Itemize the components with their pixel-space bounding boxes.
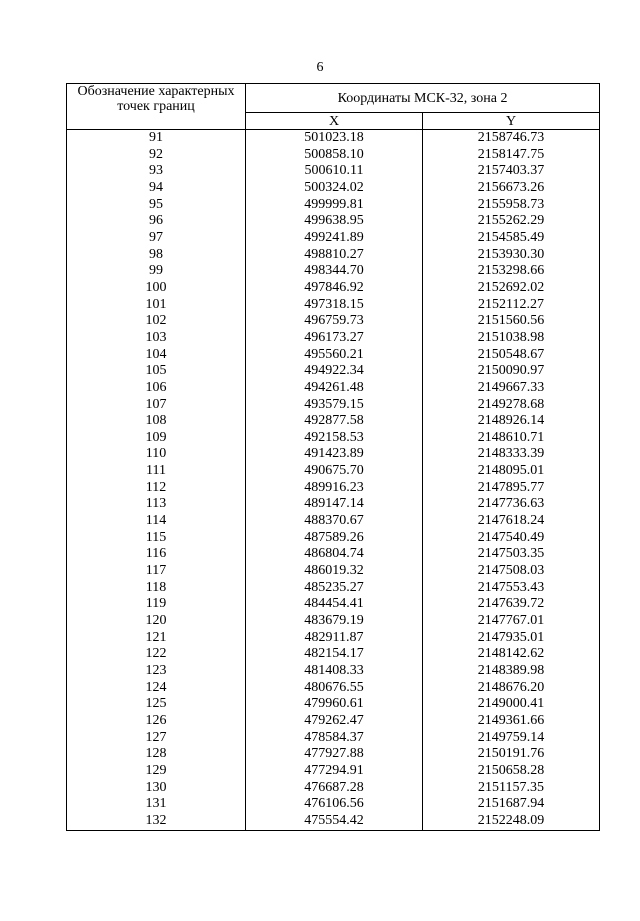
y-coordinate-cell: 2149361.66: [423, 713, 600, 730]
point-number-cell: 93: [67, 163, 246, 180]
x-coordinate-cell: 483679.19: [246, 613, 423, 630]
y-coordinate-cell: 2147767.01: [423, 613, 600, 630]
point-number-cell: 129: [67, 763, 246, 780]
x-coordinate-cell: 477927.88: [246, 746, 423, 763]
y-coordinate-cell: 2149759.14: [423, 730, 600, 747]
point-number-cell: 106: [67, 380, 246, 397]
table-row: [67, 746, 600, 763]
point-number-cell: 105: [67, 363, 246, 380]
table-row: [67, 480, 600, 497]
table-row: [67, 280, 600, 297]
y-coordinate-cell: 2153930.30: [423, 247, 600, 264]
x-coordinate-cell: 486804.74: [246, 546, 423, 563]
x-coordinate-cell: 492877.58: [246, 413, 423, 430]
x-coordinate-cell: 494922.34: [246, 363, 423, 380]
y-coordinate-cell: 2147935.01: [423, 630, 600, 647]
x-coordinate-cell: 496173.27: [246, 330, 423, 347]
y-coordinate-cell: 2149278.68: [423, 397, 600, 414]
table-row: [67, 330, 600, 347]
point-number-cell: 122: [67, 646, 246, 663]
table-row: [67, 180, 600, 197]
point-number-cell: 123: [67, 663, 246, 680]
table-row: [67, 546, 600, 563]
x-coordinate-cell: 495560.21: [246, 347, 423, 364]
table-row: [67, 446, 600, 463]
x-coordinate-cell: 496759.73: [246, 313, 423, 330]
x-coordinate-cell: 497846.92: [246, 280, 423, 297]
point-number-cell: 96: [67, 213, 246, 230]
table-row: [67, 563, 600, 580]
table-row: [67, 347, 600, 364]
table-row: [67, 730, 600, 747]
y-coordinate-cell: 2151560.56: [423, 313, 600, 330]
point-number-cell: 117: [67, 563, 246, 580]
x-coordinate-cell: 498344.70: [246, 263, 423, 280]
table-row: [67, 496, 600, 513]
x-coordinate-cell: 479262.47: [246, 713, 423, 730]
y-coordinate-cell: 2154585.49: [423, 230, 600, 247]
y-coordinate-cell: 2158746.73: [423, 130, 600, 147]
x-coordinate-cell: 493579.15: [246, 397, 423, 414]
table-row: [67, 696, 600, 713]
table-row: [67, 213, 600, 230]
table-row: [67, 463, 600, 480]
y-coordinate-cell: 2157403.37: [423, 163, 600, 180]
x-coordinate-cell: 500858.10: [246, 147, 423, 164]
y-coordinate-cell: 2151157.35: [423, 780, 600, 797]
point-number-cell: 131: [67, 796, 246, 813]
x-coordinate-cell: 501023.18: [246, 130, 423, 147]
x-coordinate-cell: 475554.42: [246, 813, 423, 830]
table-row: [67, 630, 600, 647]
table-row: [67, 247, 600, 264]
y-coordinate-cell: 2147895.77: [423, 480, 600, 497]
table-row: [67, 313, 600, 330]
point-number-cell: 110: [67, 446, 246, 463]
y-coordinate-cell: 2151687.94: [423, 796, 600, 813]
y-coordinate-cell: 2148333.39: [423, 446, 600, 463]
point-number-cell: 102: [67, 313, 246, 330]
x-coordinate-cell: 491423.89: [246, 446, 423, 463]
x-coordinate-cell: 489916.23: [246, 480, 423, 497]
y-coordinate-cell: 2147618.24: [423, 513, 600, 530]
point-number-cell: 124: [67, 680, 246, 697]
y-coordinate-cell: 2148610.71: [423, 430, 600, 447]
point-number-cell: 126: [67, 713, 246, 730]
x-coordinate-cell: 490675.70: [246, 463, 423, 480]
y-coordinate-cell: 2148142.62: [423, 646, 600, 663]
x-coordinate-cell: 476106.56: [246, 796, 423, 813]
y-coordinate-cell: 2152112.27: [423, 297, 600, 314]
x-coordinate-cell: 499241.89: [246, 230, 423, 247]
point-number-cell: 104: [67, 347, 246, 364]
table-row: [67, 680, 600, 697]
table-row: [67, 596, 600, 613]
table-row: [67, 380, 600, 397]
x-coordinate-cell: 500610.11: [246, 163, 423, 180]
point-number-cell: 94: [67, 180, 246, 197]
x-coordinate-cell: 479960.61: [246, 696, 423, 713]
point-number-cell: 100: [67, 280, 246, 297]
y-coordinate-cell: 2150090.97: [423, 363, 600, 380]
point-number-cell: 121: [67, 630, 246, 647]
x-coordinate-cell: 481408.33: [246, 663, 423, 680]
y-coordinate-cell: 2152248.09: [423, 813, 600, 830]
y-coordinate-cell: 2148095.01: [423, 463, 600, 480]
x-coordinate-cell: 485235.27: [246, 580, 423, 597]
x-coordinate-cell: 480676.55: [246, 680, 423, 697]
y-coordinate-cell: 2153298.66: [423, 263, 600, 280]
y-coordinate-cell: 2147508.03: [423, 563, 600, 580]
table-row: [67, 813, 600, 830]
y-coordinate-cell: 2147736.63: [423, 496, 600, 513]
table-row: [67, 513, 600, 530]
table-header: [67, 84, 600, 130]
point-number-cell: 91: [67, 130, 246, 147]
table-row: [67, 197, 600, 214]
point-number-cell: 108: [67, 413, 246, 430]
point-number-cell: 119: [67, 596, 246, 613]
x-coordinate-cell: 484454.41: [246, 596, 423, 613]
point-number-cell: 114: [67, 513, 246, 530]
y-coordinate-cell: 2155262.29: [423, 213, 600, 230]
table-row: [67, 397, 600, 414]
table-row: [67, 147, 600, 164]
y-coordinate-cell: 2148926.14: [423, 413, 600, 430]
x-column-header: X: [246, 113, 423, 130]
y-coordinate-cell: 2158147.75: [423, 147, 600, 164]
point-number-cell: 116: [67, 546, 246, 563]
table-row: [67, 363, 600, 380]
point-number-cell: 111: [67, 463, 246, 480]
point-number-cell: 95: [67, 197, 246, 214]
x-coordinate-cell: 500324.02: [246, 180, 423, 197]
table-row: [67, 430, 600, 447]
x-coordinate-cell: 477294.91: [246, 763, 423, 780]
table-row: [67, 663, 600, 680]
point-number-cell: 112: [67, 480, 246, 497]
y-coordinate-cell: 2149667.33: [423, 380, 600, 397]
point-number-cell: 101: [67, 297, 246, 314]
table-row: [67, 780, 600, 797]
y-coordinate-cell: 2152692.02: [423, 280, 600, 297]
table-row: [67, 796, 600, 813]
y-column-header: Y: [423, 113, 600, 130]
y-coordinate-cell: 2150658.28: [423, 763, 600, 780]
table-row: [67, 613, 600, 630]
coordinates-group-header: Координаты МСК-32, зона 2: [246, 84, 600, 113]
point-number-cell: 113: [67, 496, 246, 513]
y-coordinate-cell: 2148389.98: [423, 663, 600, 680]
x-coordinate-cell: 486019.32: [246, 563, 423, 580]
y-coordinate-cell: 2149000.41: [423, 696, 600, 713]
point-label-header: Обозначение характерных точек границ: [67, 84, 246, 130]
x-coordinate-cell: 499999.81: [246, 197, 423, 214]
table-row: [67, 230, 600, 247]
table-row: [67, 713, 600, 730]
point-number-cell: 125: [67, 696, 246, 713]
x-coordinate-cell: 476687.28: [246, 780, 423, 797]
x-coordinate-cell: 497318.15: [246, 297, 423, 314]
x-coordinate-cell: 482911.87: [246, 630, 423, 647]
point-number-cell: 109: [67, 430, 246, 447]
point-number-cell: 98: [67, 247, 246, 264]
page-number: 6: [316, 60, 324, 75]
y-coordinate-cell: 2147553.43: [423, 580, 600, 597]
y-coordinate-cell: 2151038.98: [423, 330, 600, 347]
x-coordinate-cell: 478584.37: [246, 730, 423, 747]
point-number-cell: 120: [67, 613, 246, 630]
point-number-cell: 97: [67, 230, 246, 247]
y-coordinate-cell: 2147540.49: [423, 530, 600, 547]
table-row: [67, 580, 600, 597]
point-number-cell: 107: [67, 397, 246, 414]
point-number-cell: 99: [67, 263, 246, 280]
point-number-cell: 127: [67, 730, 246, 747]
point-number-cell: 128: [67, 746, 246, 763]
point-number-cell: 132: [67, 813, 246, 830]
y-coordinate-cell: 2147639.72: [423, 596, 600, 613]
table-row: [67, 130, 600, 147]
x-coordinate-cell: 499638.95: [246, 213, 423, 230]
point-number-cell: 130: [67, 780, 246, 797]
point-number-cell: 103: [67, 330, 246, 347]
coordinates-table: [66, 83, 600, 831]
y-coordinate-cell: 2156673.26: [423, 180, 600, 197]
point-number-cell: 92: [67, 147, 246, 164]
x-coordinate-cell: 487589.26: [246, 530, 423, 547]
table-row: [67, 530, 600, 547]
x-coordinate-cell: 489147.14: [246, 496, 423, 513]
x-coordinate-cell: 482154.17: [246, 646, 423, 663]
x-coordinate-cell: 494261.48: [246, 380, 423, 397]
y-coordinate-cell: 2150548.67: [423, 347, 600, 364]
y-coordinate-cell: 2155958.73: [423, 197, 600, 214]
table-row: [67, 297, 600, 314]
x-coordinate-cell: 488370.67: [246, 513, 423, 530]
x-coordinate-cell: 492158.53: [246, 430, 423, 447]
table-row: [67, 763, 600, 780]
x-coordinate-cell: 498810.27: [246, 247, 423, 264]
table-body: [67, 130, 600, 831]
y-coordinate-cell: 2147503.35: [423, 546, 600, 563]
table-row: [67, 263, 600, 280]
y-coordinate-cell: 2148676.20: [423, 680, 600, 697]
point-number-cell: 118: [67, 580, 246, 597]
y-coordinate-cell: 2150191.76: [423, 746, 600, 763]
table-row: [67, 646, 600, 663]
table-row: [67, 163, 600, 180]
table-row: [67, 413, 600, 430]
point-number-cell: 115: [67, 530, 246, 547]
